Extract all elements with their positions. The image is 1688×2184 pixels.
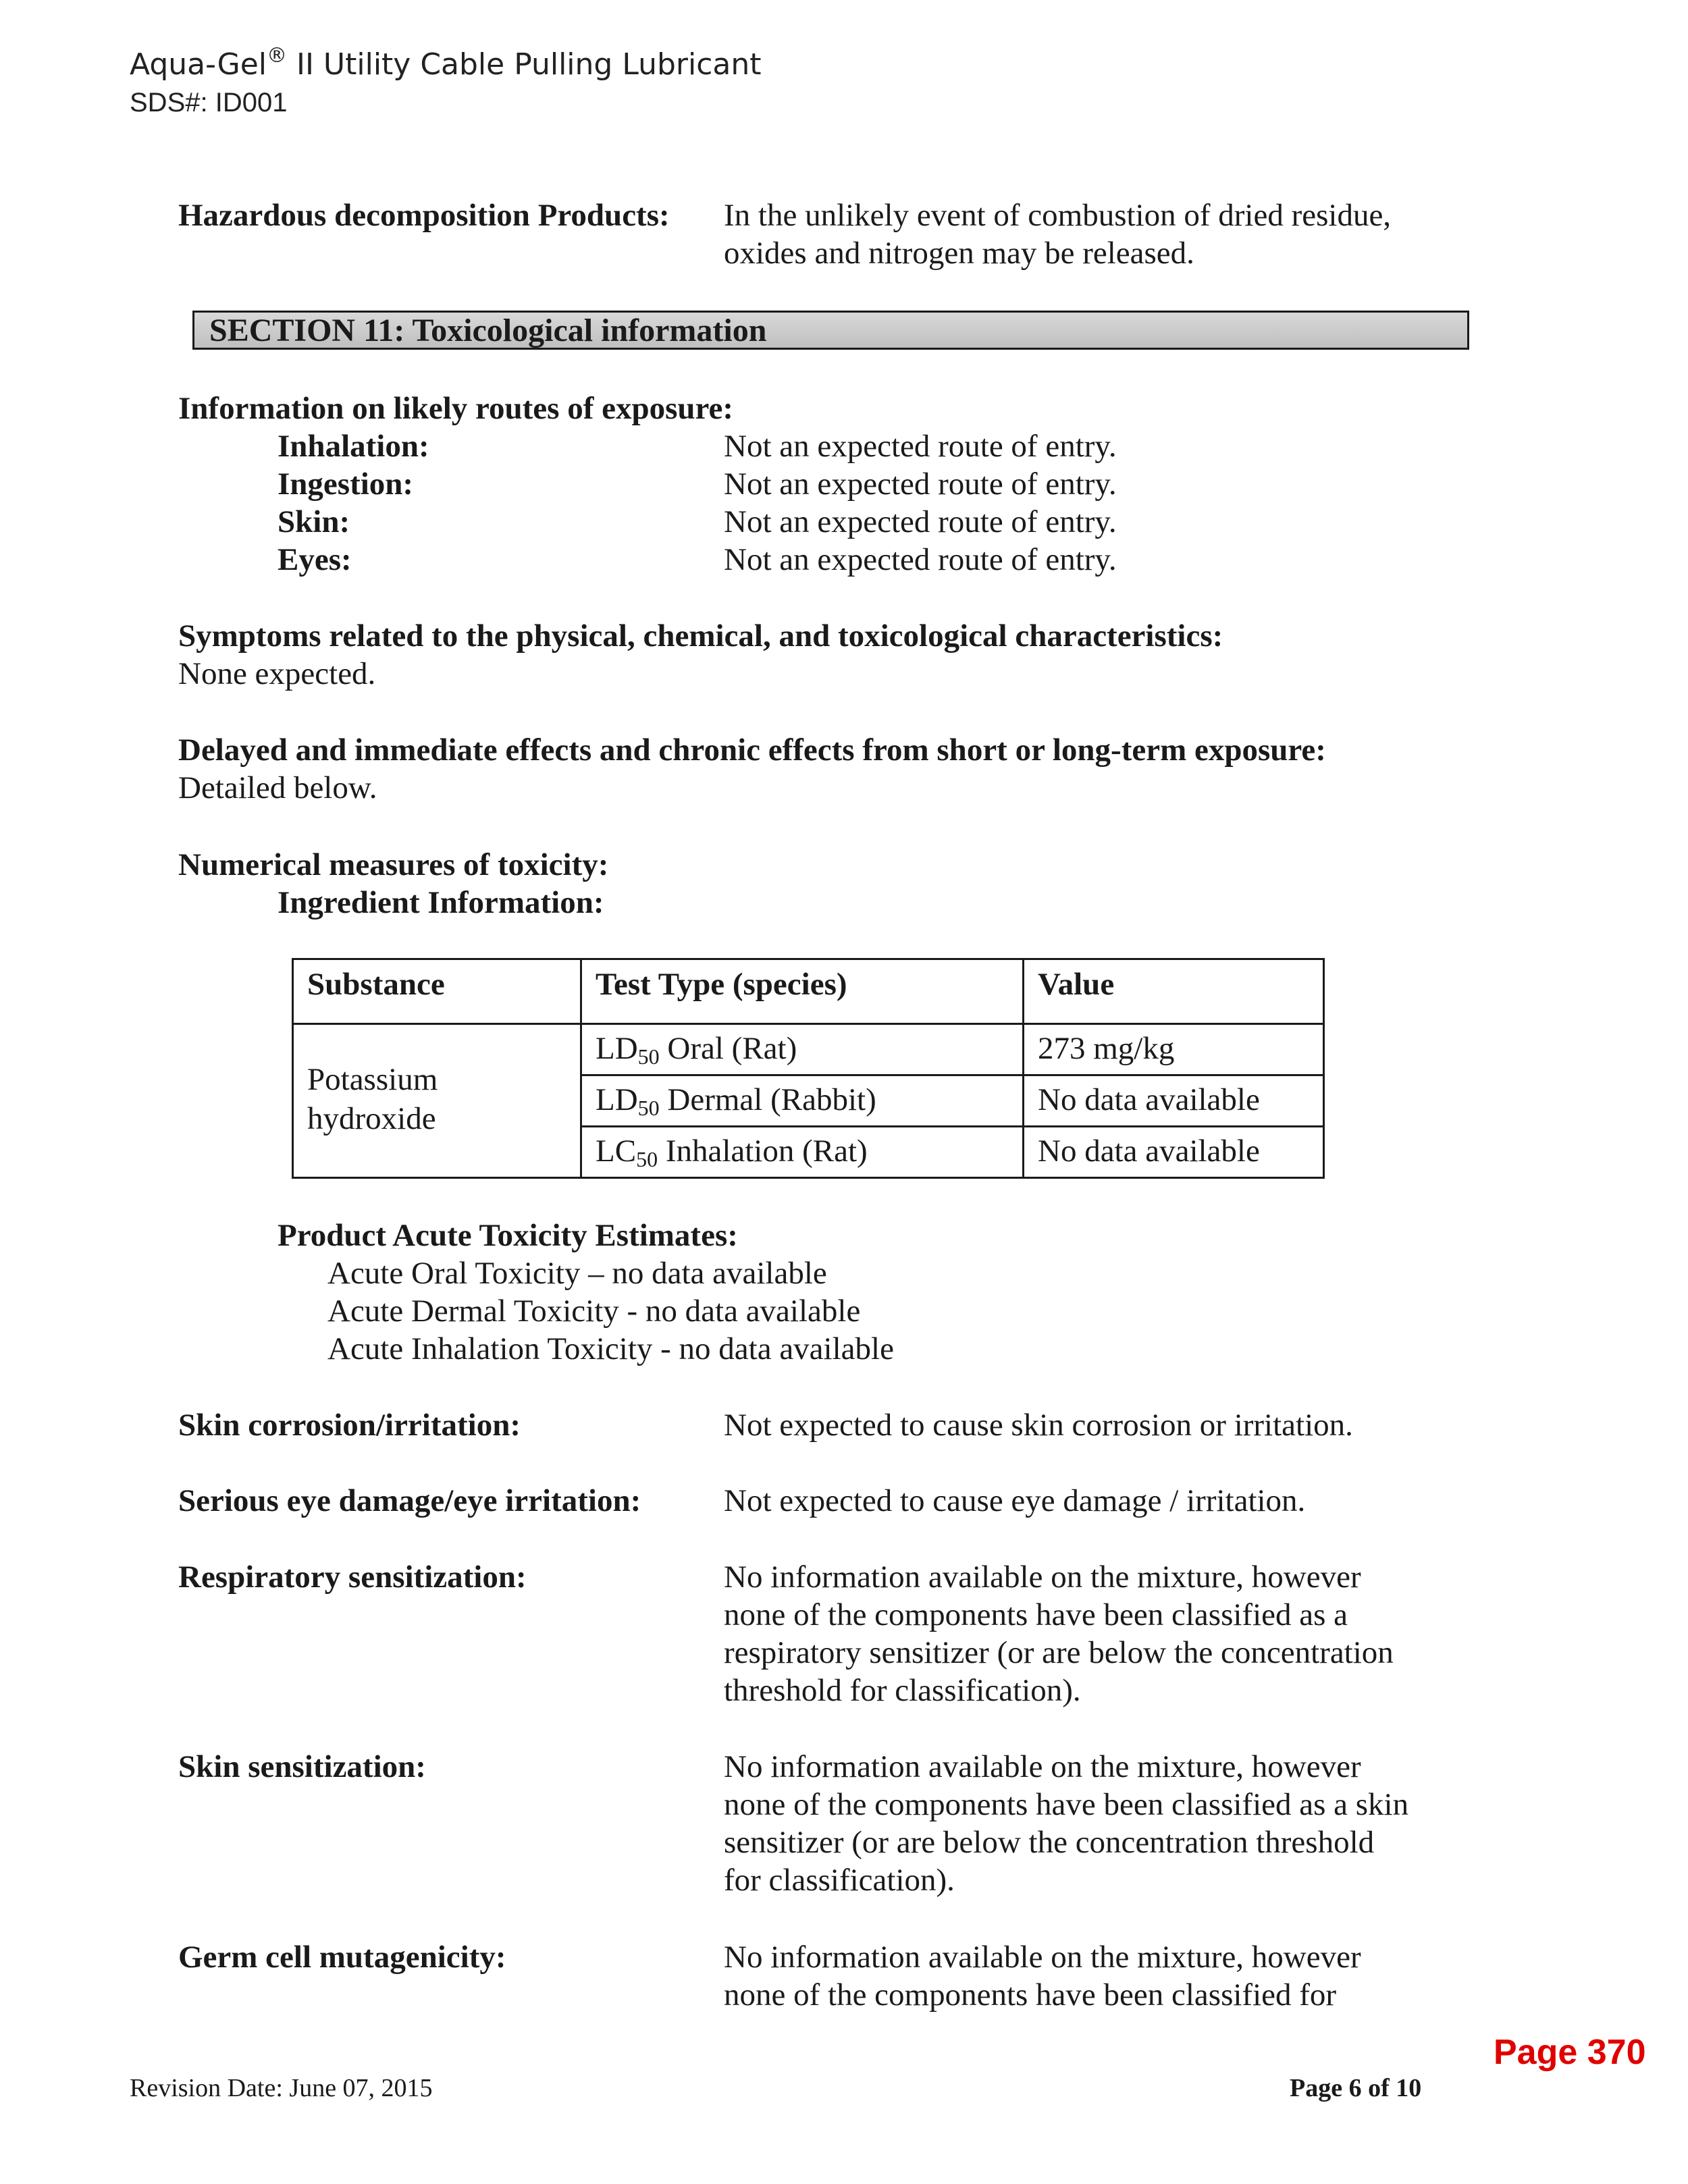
acute-inhalation-toxicity: Acute Inhalation Toxicity - no data available	[327, 1331, 894, 1366]
route-label-skin: Skin:	[278, 504, 350, 539]
route-value-inhalation: Not an expected route of entry.	[724, 429, 1117, 464]
hazardous-decomposition-line-1: In the unlikely event of combustion of dried residue,	[724, 198, 1392, 233]
test-type-cell: $LD_{50}$ Dermal (Rabbit)	[581, 1075, 1024, 1127]
test-type-cell: $LC_{50}$ Inhalation (Rat)	[581, 1127, 1024, 1178]
acute-dermal-toxicity: Acute Dermal Toxicity - no data available	[327, 1294, 861, 1329]
acute-toxicity-heading: Product Acute Toxicity Estimates:	[278, 1218, 738, 1253]
respiratory-sensitization-label: Respiratory sensitization:	[178, 1560, 527, 1595]
germ-cell-mutagenicity-label: Germ cell mutagenicity:	[178, 1940, 506, 1975]
germ-cell-mutagenicity-line-1: No information available on the mixture, however	[724, 1940, 1361, 1975]
skin-corrosion-label: Skin corrosion/irritation:	[178, 1408, 521, 1443]
section-11-banner	[192, 311, 1469, 350]
value-cell: No data available	[1024, 1127, 1324, 1178]
skin-corrosion-value: Not expected to cause skin corrosion or irritation.	[724, 1408, 1353, 1443]
ingredient-information-heading: Ingredient Information:	[278, 885, 604, 920]
route-value-ingestion: Not an expected route of entry.	[724, 467, 1117, 502]
table-header-value: Value	[1024, 959, 1324, 1024]
registered-mark: ®	[266, 44, 287, 68]
test-type-cell: $LD_{50}$ Oral (Rat)	[581, 1024, 1024, 1075]
respiratory-sensitization-line-4: threshold for classification).	[724, 1673, 1081, 1708]
substance-name-line-2: hydroxide	[307, 1101, 436, 1136]
delayed-effects-text: Detailed below.	[178, 770, 377, 805]
route-value-eyes: Not an expected route of entry.	[724, 542, 1117, 577]
delayed-effects-heading: Delayed and immediate effects and chronic effects from short or long-term exposure:	[178, 733, 1326, 768]
page-stamp: Page 370	[1494, 2033, 1646, 2072]
skin-sensitization-label: Skin sensitization:	[178, 1749, 426, 1784]
eye-damage-value: Not expected to cause eye damage / irritation.	[724, 1483, 1306, 1518]
value-cell: 273 mg/kg	[1024, 1024, 1324, 1075]
skin-sensitization-line-3: sensitizer (or are below the concentration threshold	[724, 1825, 1375, 1860]
respiratory-sensitization-line-3: respiratory sensitizer (or are below the concentration	[724, 1635, 1394, 1670]
respiratory-sensitization-line-1: No information available on the mixture, however	[724, 1560, 1361, 1595]
substance-cell	[293, 1024, 581, 1178]
section-title: SECTION 11: Toxicological information	[209, 313, 767, 348]
germ-cell-mutagenicity-line-2: none of the components have been classified for	[724, 1977, 1337, 2013]
skin-sensitization-line-1: No information available on the mixture, however	[724, 1749, 1361, 1784]
table-header-row	[293, 959, 1324, 1024]
hazardous-decomposition-line-2: oxides and nitrogen may be released.	[724, 236, 1194, 271]
respiratory-sensitization-line-2: none of the components have been classified as a	[724, 1597, 1348, 1632]
sds-number: SDS#: ID001	[130, 88, 288, 117]
ingredient-toxicity-table	[292, 958, 1325, 1179]
route-label-ingestion: Ingestion:	[278, 467, 414, 502]
skin-sensitization-line-2: none of the components have been classified as a skin	[724, 1787, 1409, 1822]
document-title: Aqua-Gel® II Utility Cable Pulling Lubricant	[130, 44, 762, 82]
route-value-skin: Not an expected route of entry.	[724, 504, 1117, 539]
page-number: Page 6 of 10	[1290, 2074, 1422, 2102]
revision-date: Revision Date: June 07, 2015	[130, 2074, 433, 2102]
symptoms-text: None expected.	[178, 656, 376, 691]
numerical-measures-heading: Numerical measures of toxicity:	[178, 847, 609, 882]
table-header-test-type: Test Type (species)	[581, 959, 1024, 1024]
symptoms-heading: Symptoms related to the physical, chemical, and toxicological characteristics:	[178, 618, 1223, 654]
acute-oral-toxicity: Acute Oral Toxicity – no data available	[327, 1256, 827, 1291]
substance-name-line-1: Potassium	[307, 1062, 438, 1097]
routes-heading: Information on likely routes of exposure:	[178, 391, 734, 426]
hazardous-decomposition-label: Hazardous decomposition Products:	[178, 198, 670, 233]
value-cell: No data available	[1024, 1075, 1324, 1127]
table-row	[293, 1024, 1324, 1075]
route-label-inhalation: Inhalation:	[278, 429, 429, 464]
table-header-substance: Substance	[293, 959, 581, 1024]
route-label-eyes: Eyes:	[278, 542, 352, 577]
eye-damage-label: Serious eye damage/eye irritation:	[178, 1483, 641, 1518]
skin-sensitization-line-4: for classification).	[724, 1863, 955, 1898]
